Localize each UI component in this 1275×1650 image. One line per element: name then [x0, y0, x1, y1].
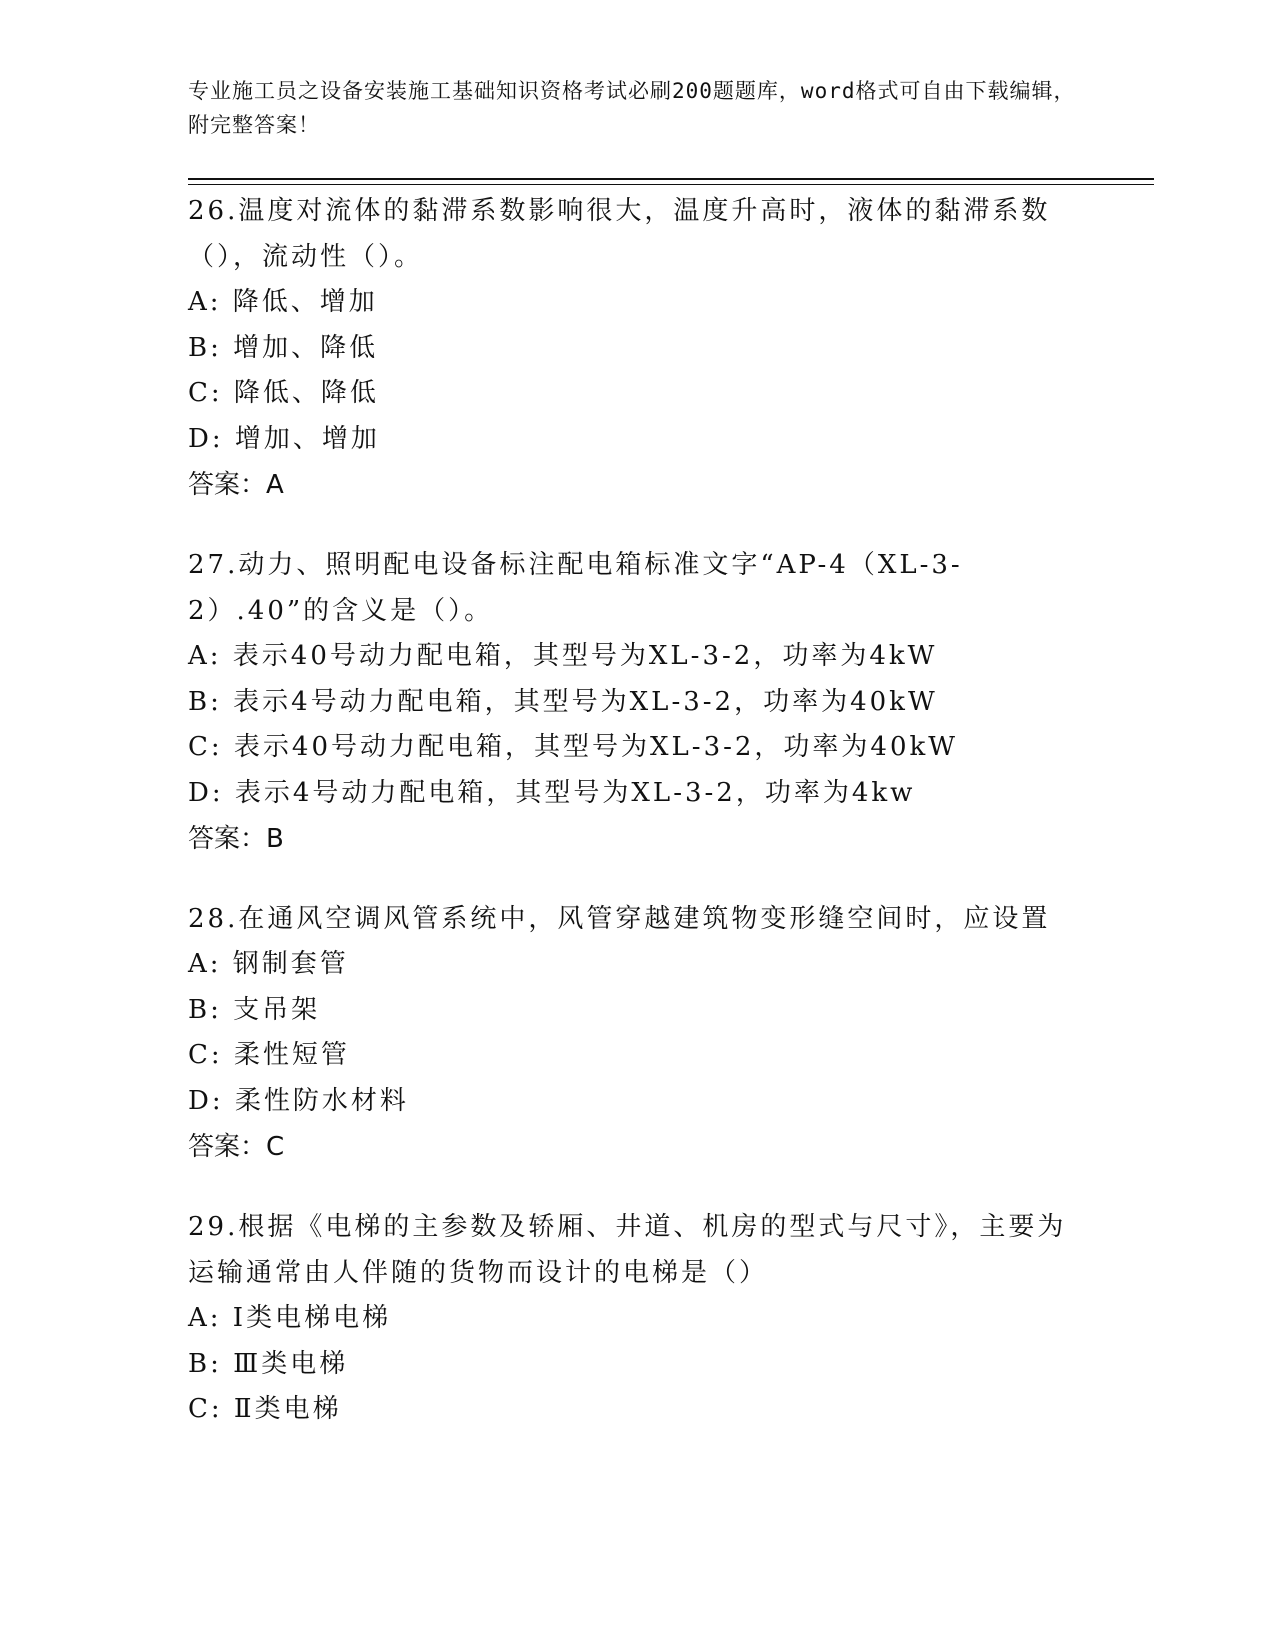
question-28	[188, 896, 1088, 1170]
answer: 答案：A	[188, 470, 284, 500]
option-d: D: 表示4号动力配电箱，其型号为XL-3-2，功率为4kw	[188, 777, 916, 808]
question-29	[188, 1204, 1088, 1433]
header-divider-thin	[188, 184, 1154, 185]
option-d: D: 增加、增加	[188, 423, 380, 454]
option-c: C: 降低、降低	[188, 378, 379, 408]
question-list	[188, 188, 1088, 1467]
option-a: A: 表示40号动力配电箱，其型号为XL-3-2，功率为4kW	[188, 641, 938, 671]
option-b: B: Ⅲ类电梯	[188, 1348, 349, 1379]
option-a: A: 钢制套管	[188, 949, 349, 979]
answer: 答案：B	[188, 824, 284, 854]
question-text: 28.在通风空调风管系统中，风管穿越建筑物变形缝空间时，应设置	[188, 904, 1051, 934]
question-text: 26.温度对流体的黏滞系数影响很大，温度升高时，液体的黏滞系数（），流动性（）。	[188, 196, 1051, 272]
question-text: 29.根据《电梯的主参数及轿厢、井道、机房的型式与尺寸》，主要为运输通常由人伴随的货物而设计的电梯是（）	[188, 1212, 1067, 1288]
option-b: B: 支吊架	[188, 994, 321, 1025]
document-header: 专业施工员之设备安装施工基础知识资格考试必刷200题题库，word格式可自由下载编辑，附完整答案！	[188, 79, 1076, 137]
answer: 答案：C	[188, 1132, 285, 1162]
option-b: B: 增加、降低	[188, 332, 379, 363]
question-text: 27.动力、照明配电设备标注配电箱标准文字“AP-4（XL-3-2）.40”的含义是（）。	[188, 550, 963, 626]
option-b: B: 表示4号动力配电箱，其型号为XL-3-2，功率为40kW	[188, 686, 938, 717]
question-26	[188, 188, 1088, 508]
option-c: C: 表示40号动力配电箱，其型号为XL-3-2，功率为40kW	[188, 732, 958, 762]
option-a: A: Ⅰ类电梯电梯	[188, 1303, 392, 1333]
header-divider-thick	[188, 178, 1154, 180]
option-c: C: 柔性短管	[188, 1040, 350, 1070]
option-c: C: Ⅱ类电梯	[188, 1394, 342, 1424]
question-27	[188, 542, 1088, 862]
option-d: D: 柔性防水材料	[188, 1085, 409, 1116]
option-a: A: 降低、增加	[188, 287, 378, 317]
